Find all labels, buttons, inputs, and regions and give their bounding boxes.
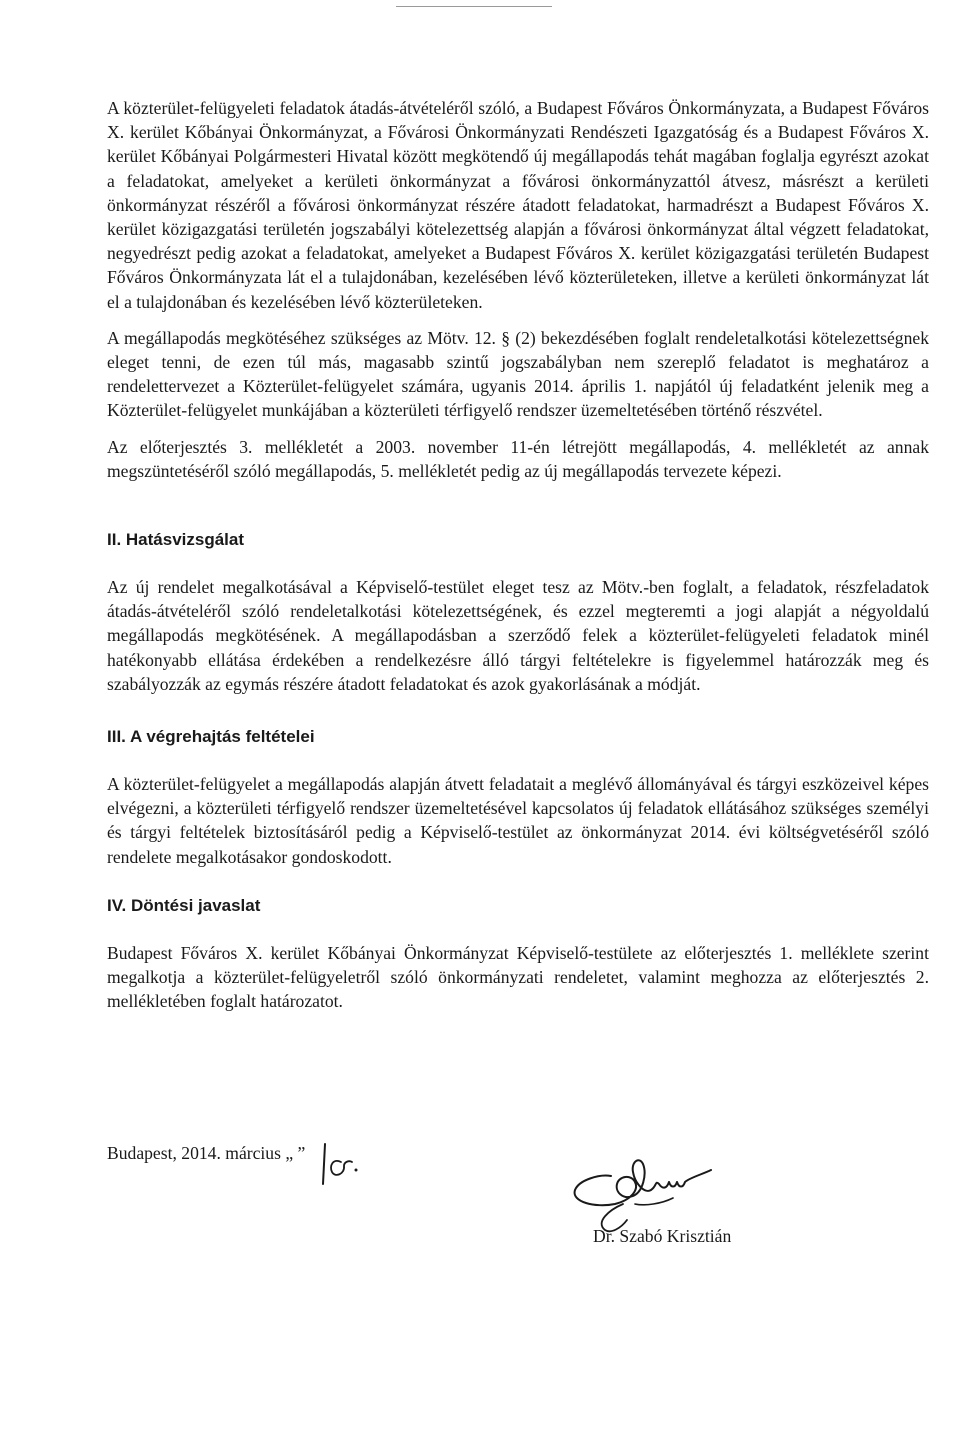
- paragraph-implementation-conditions: A közterület-felügyelet a megállapodás alapján átvett feladatait a meglévő állományával és tárgyi eszközeivel képes elvégezni, a közterületi térfigyelő rendszer üzemeltetésével kapcsolatos új feladatok ellátásához szükséges személyi és tárgyi feltételek biztosításáról pedig a Képviselő-testület az önkormányzat 2014. évi költségvetéséről szóló rendelete megalkotásakor gondoskodott.: [107, 774, 929, 867]
- paragraph-impact-assessment: Az új rendelet megalkotásával a Képviselő-testület eleget tesz az Mötv.-ben foglalt, a feladatok, részfeladatok átadás-átvételéről szóló rendeletalkotási kötelezettségének, és ezzel megteremti a jogi alapját a négyoldalú megállapodás megkötésének. A megállapodásban a szerződő felek a közterület-felügyeleti feladatok minél hatékonyabb ellátása érdekében a rendelkezésre álló tárgyi feltételekre is figyelemmel határozzák meg és szabályozzák az egymás részére átadott feladatokat és azok gyakorlásának a módját.: [107, 577, 929, 694]
- place-and-date: Budapest, 2014. március „ ”: [107, 1143, 306, 1163]
- handwritten-day-mark: [319, 1140, 369, 1188]
- paragraph-annexes: Az előterjesztés 3. mellékletét a 2003. november 11-én létrejött megállapodás, 4. mellékletét az annak megszüntetéséről szóló megállapodás, 5. mellékletét pedig az új megállapodás tervezete képezi.: [107, 436, 929, 481]
- top-rule: [396, 6, 552, 7]
- paragraph-decision-proposal: Budapest Főváros X. kerület Kőbányai Önkormányzat Képviselő-testülete az előterjesztés 1. melléklete szerint megalkotja a közterület-felügyeletről szóló önkormányzati rendeletet, valamint meghozza az előterjesztés 2. mellékletében foglalt határozatot.: [107, 942, 929, 1012]
- heading-decision-proposal: IV. Döntési javaslat: [107, 895, 261, 915]
- signer-name: Dr. Szabó Krisztián: [593, 1226, 732, 1246]
- heading-implementation-conditions: III. A végrehajtás feltételei: [107, 727, 315, 747]
- paragraph-legislative-obligation: A megállapodás megkötéséhez szükséges az Mötv. 12. § (2) bekezdésében foglalt rendeletalkotási kötelezettségnek eleget tenni, de ezen túl más, magasabb szintű jogszabályban nem szereplő feladatot is meghatároz a rendelettervezet a Közterület-felügyelet számára, ugyanis 2014. április 1. napjától új feladatként jelenik meg a Közterület-felügyelet munkájában a közterületi térfigyelő rendszer üzemeltetésében történő részvétel.: [107, 327, 929, 421]
- paragraph-agreement-scope: A közterület-felügyeleti feladatok átadás-átvételéről szóló, a Budapest Főváros Önkormányzata, a Budapest Főváros X. kerület Kőbányai Önkormányzat, a Fővárosi Önkormányzati Rendészeti Igazgatóság és a Budapest Főváros X. kerület Kőbányai Polgármesteri Hivatal között megkötendő új megállapodás tehát magában foglalja egyrészt azokat a feladatokat, amelyeket a kerületi önkormányzat a fővárosi önkormányzattól átvesz, másrészt a kerületi önkormányzat részéről a fővárosi önkormányzat részére átadott feladatokat, harmadrészt a Budapest Főváros X. kerület közigazgatási területén jogszabályi kötelezettség alapján a fővárosi önkormányzat által végzett feladatokat, negyedrészt pedig azokat a feladatokat, amelyeket a Budapest Főváros X. kerület közigazgatási területén Budapest Főváros Önkormányzata lát el a tulajdonában, kezelésében lévő közterületeken, illetve a kerületi önkormányzat lát el a tulajdonában és kezelésében lévő közterületeken.: [107, 98, 929, 312]
- document-body: [107, 96, 929, 1053]
- heading-impact-assessment: II. Hatásvizsgálat: [107, 530, 245, 550]
